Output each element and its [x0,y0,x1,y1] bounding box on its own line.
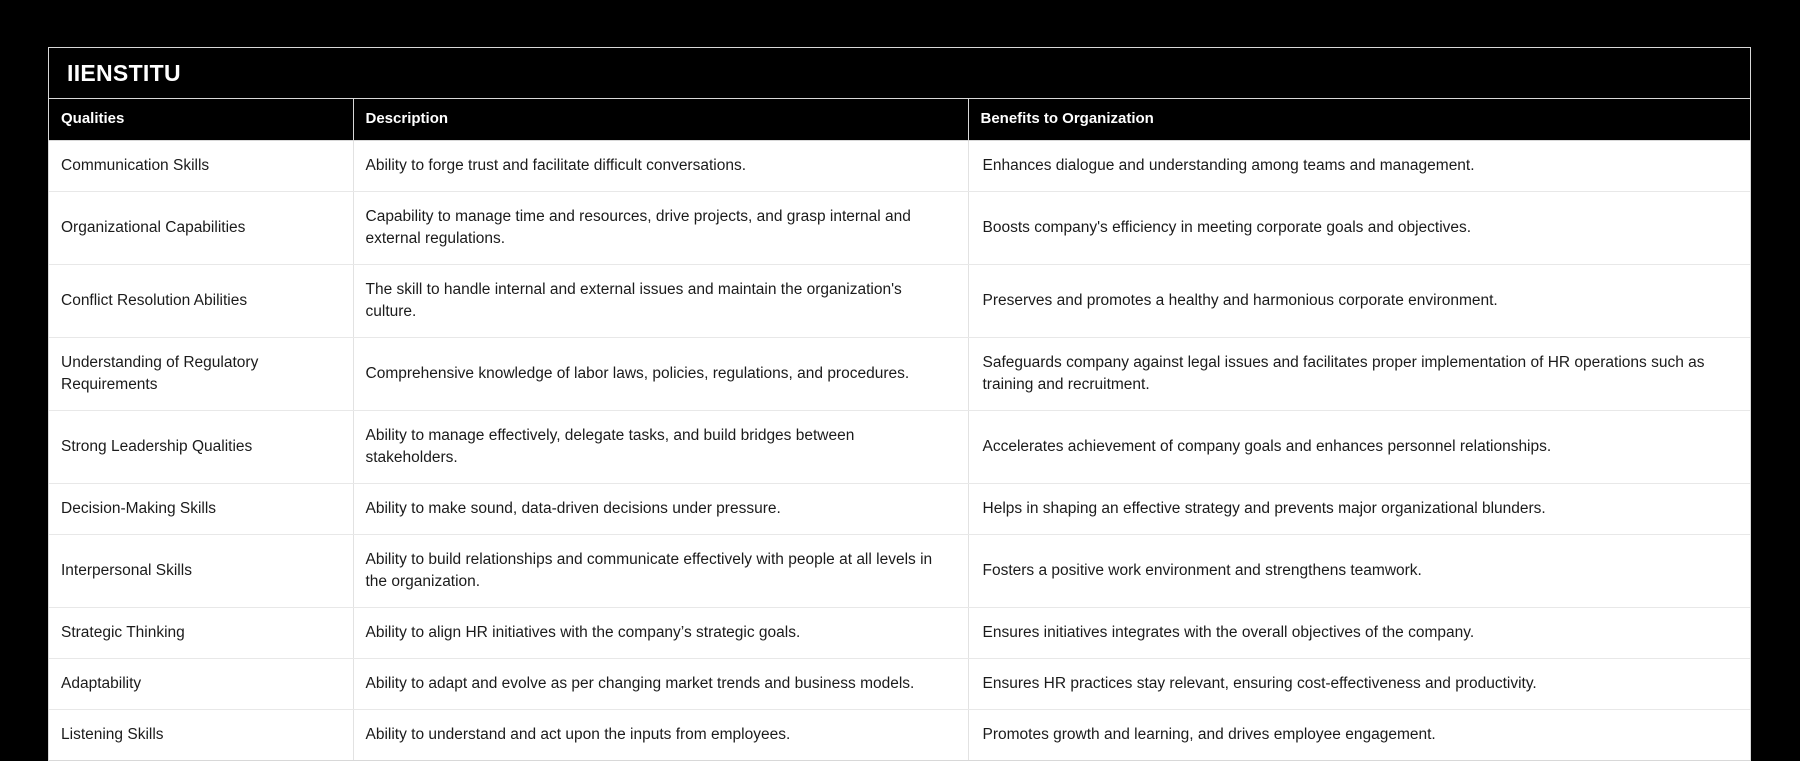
cell-quality: Strong Leadership Qualities [49,411,353,484]
cell-description: Ability to manage effectively, delegate tasks, and build bridges between stakeholders. [353,411,968,484]
cell-quality: Decision-Making Skills [49,484,353,535]
table-row [49,141,1750,192]
cell-benefit: Enhances dialogue and understanding among teams and management. [968,141,1750,192]
cell-description: Comprehensive knowledge of labor laws, policies, regulations, and procedures. [353,338,968,411]
cell-description: Ability to align HR initiatives with the company’s strategic goals. [353,608,968,659]
cell-quality: Adaptability [49,659,353,710]
cell-quality: Conflict Resolution Abilities [49,265,353,338]
cell-benefit: Promotes growth and learning, and drives employee engagement. [968,710,1750,761]
cell-benefit: Preserves and promotes a healthy and harmonious corporate environment. [968,265,1750,338]
cell-description: Ability to make sound, data-driven decisions under pressure. [353,484,968,535]
cell-benefit: Boosts company's efficiency in meeting corporate goals and objectives. [968,192,1750,265]
cell-quality: Understanding of Regulatory Requirements [49,338,353,411]
qualities-table [49,99,1750,760]
column-header-benefits: Benefits to Organization [968,99,1750,141]
column-header-description: Description [353,99,968,141]
table-row [49,338,1750,411]
table-row [49,659,1750,710]
table-frame [48,47,1751,761]
cell-description: Ability to adapt and evolve as per changing market trends and business models. [353,659,968,710]
cell-description: Ability to build relationships and communicate effectively with people at all levels in the organization. [353,535,968,608]
cell-quality: Interpersonal Skills [49,535,353,608]
cell-quality: Communication Skills [49,141,353,192]
column-header-qualities: Qualities [49,99,353,141]
brand-title: IIENSTITU [67,59,181,86]
cell-benefit: Safeguards company against legal issues and facilitates proper implementation of HR operations such as training and recruitment. [968,338,1750,411]
table-row [49,484,1750,535]
cell-description: Ability to forge trust and facilitate difficult conversations. [353,141,968,192]
cell-description: Ability to understand and act upon the inputs from employees. [353,710,968,761]
table-row [49,710,1750,761]
table-header-row [49,99,1750,141]
cell-description: Capability to manage time and resources, drive projects, and grasp internal and external regulations. [353,192,968,265]
table-body [49,141,1750,761]
cell-benefit: Ensures initiatives integrates with the overall objectives of the company. [968,608,1750,659]
table-row [49,535,1750,608]
cell-quality: Listening Skills [49,710,353,761]
cell-quality: Organizational Capabilities [49,192,353,265]
table-row [49,192,1750,265]
cell-description: The skill to handle internal and external issues and maintain the organization's culture. [353,265,968,338]
cell-benefit: Ensures HR practices stay relevant, ensuring cost-effectiveness and productivity. [968,659,1750,710]
cell-benefit: Fosters a positive work environment and strengthens teamwork. [968,535,1750,608]
cell-benefit: Helps in shaping an effective strategy and prevents major organizational blunders. [968,484,1750,535]
brand-bar [49,48,1750,99]
cell-benefit: Accelerates achievement of company goals and enhances personnel relationships. [968,411,1750,484]
cell-quality: Strategic Thinking [49,608,353,659]
table-row [49,411,1750,484]
table-header [49,99,1750,141]
table-row [49,265,1750,338]
table-row [49,608,1750,659]
